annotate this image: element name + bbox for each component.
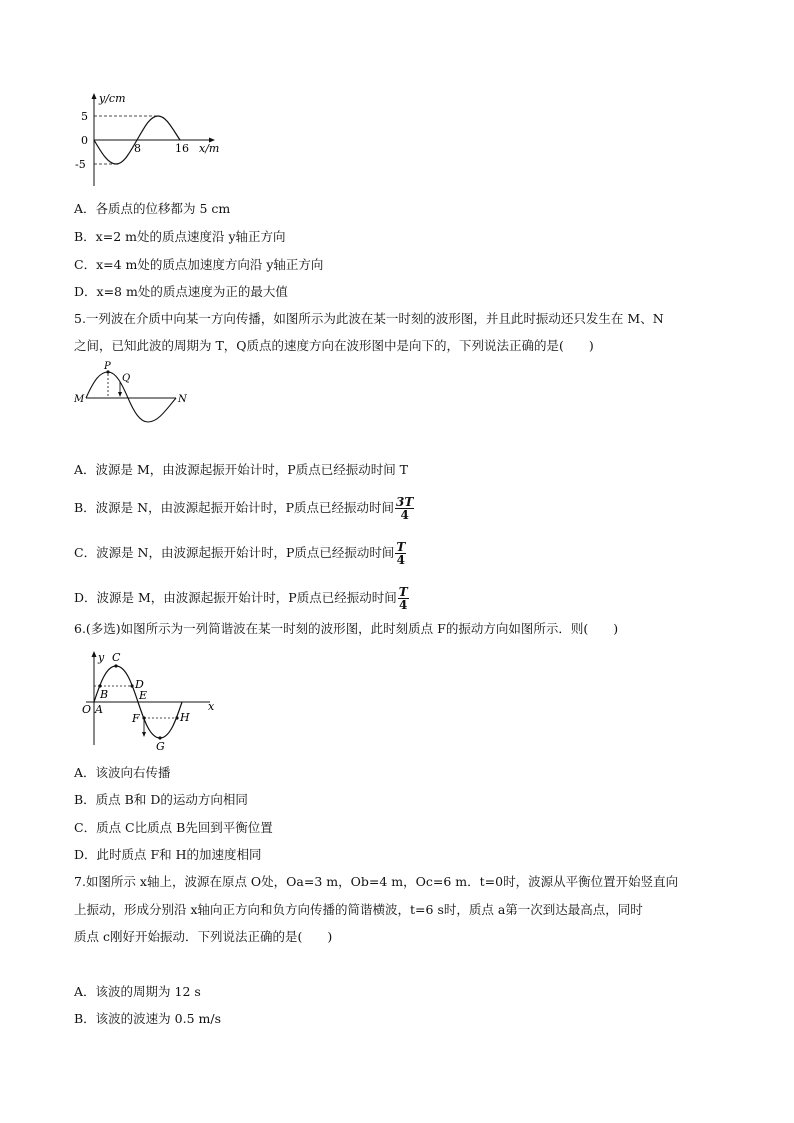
q5-option-c-den: 4 [396, 553, 406, 567]
q5-stem-line2: 之间，已知此波的周期为 T，Q质点的速度方向在波形图中是向下的，下列说法正确的是( ) [74, 338, 594, 353]
q5-option-d-text: D．波源是 M，由波源起振开始计时，P质点已经振动时间 [74, 590, 397, 605]
fig3-label-h: H [180, 711, 190, 724]
q5-option-b-fraction [395, 496, 414, 521]
fig1-y-arrow [92, 93, 97, 99]
fig3-label-e: E [139, 689, 148, 702]
fig3-point-d [130, 684, 133, 687]
q5-option-c-text: C．波源是 N，由波源起振开始计时，P质点已经振动时间 [74, 545, 395, 560]
fig3-label-a: A [95, 703, 103, 716]
fig1-xlabel: x/m [199, 142, 220, 155]
q5-option-d-den: 4 [399, 598, 408, 612]
q7-stem-line1: 7.如图所示 x轴上，波源在原点 O处，Oa=3 m，Ob=4 m，Oc=6 m．t=0时，波源从平衡位置开始竖直向 [74, 874, 679, 889]
fig3-label-b: B [100, 688, 109, 701]
q5-option-b-num: 3T [396, 495, 414, 509]
fig3-f-arrow-head [142, 732, 146, 737]
fig2-label-q: Q [122, 373, 131, 384]
fig1-ylabel: y/cm [99, 92, 126, 105]
q5-option-b [74, 496, 414, 521]
q4-option-c: C．x=4 m处的质点加速度方向沿 y轴正方向 [74, 257, 324, 272]
fig1-ytick-0: 0 [81, 134, 88, 147]
fig2-label-m: M [74, 394, 85, 405]
q7-option-a: A．该波的周期为 12 s [74, 984, 201, 999]
q5-option-c-fraction [395, 541, 406, 566]
q5-option-d-fraction [398, 586, 409, 611]
q4-option-a: A．各质点的位移都为 5 cm [74, 201, 231, 216]
fig1-ytick-neg5: -5 [75, 158, 86, 171]
fig1-ytick-5: 5 [81, 110, 88, 123]
q6-option-d: D．此时质点 F和 H的加速度相同 [74, 847, 262, 862]
fig2-q-arrow-head [118, 392, 122, 397]
q7-stem-line2: 上振动，形成分别沿 x轴向正方向和负方向传播的简谐横波，t=6 s时，质点 a第一次到达最高点，同时 [74, 902, 643, 917]
q5-option-c [74, 541, 406, 566]
q5-option-b-den: 4 [400, 508, 409, 522]
fig3-y-arrow [92, 651, 97, 657]
fig3-point-f [142, 716, 145, 719]
q7-stem-line3: 质点 c刚好开始振动．下列说法正确的是( ) [74, 929, 333, 944]
q5-option-d [74, 586, 409, 611]
fig3-label-x: x [208, 700, 215, 713]
fig2-label-p: P [104, 361, 111, 372]
q4-option-b: B．x=2 m处的质点速度沿 y轴正方向 [74, 229, 286, 244]
q6-option-b: B．质点 B和 D的运动方向相同 [74, 792, 248, 807]
fig3-point-c [114, 664, 117, 667]
fig3-label-d: D [135, 678, 144, 691]
fig2-wave-curve [86, 372, 176, 422]
wave-figure-2 [72, 360, 202, 430]
q5-option-d-num: T [398, 585, 408, 599]
fig1-xtick-8: 8 [134, 142, 141, 155]
fig3-point-h [175, 716, 178, 719]
q5-option-a: A．波源是 M，由波源起振开始计时，P质点已经振动时间 T [74, 462, 409, 477]
q5-option-c-num: T [396, 540, 406, 554]
q6-stem: 6.(多选)如图所示为一列简谐波在某一时刻的波形图，此时刻质点 F的振动方向如图所示．则( ) [74, 621, 619, 636]
fig2-label-n: N [178, 394, 187, 405]
fig3-label-g: G [156, 740, 165, 753]
q5-stem-line1: 5.一列波在介质中向某一方向传播，如图所示为此波在某一时刻的波形图，并且此时振动还只发生在 M、N [74, 311, 664, 326]
fig3-label-o: O [82, 703, 92, 716]
q6-option-c: C．质点 C比质点 B先回到平衡位置 [74, 820, 273, 835]
q7-option-b: B．该波的波速为 0.5 m/s [74, 1011, 221, 1026]
wave-figure-1 [72, 90, 232, 190]
fig3-label-f: F [132, 712, 140, 725]
fig3-label-c: C [112, 651, 121, 664]
q5-option-b-text: B．波源是 N，由波源起振开始计时，P质点已经振动时间 [74, 500, 395, 515]
fig1-xtick-16: 16 [175, 142, 189, 155]
q6-option-a: A．该波向右传播 [74, 765, 171, 780]
fig3-label-y: y [98, 651, 105, 664]
q4-option-d: D．x=8 m处的质点速度为正的最大值 [74, 284, 288, 299]
wave-figure-3 [80, 648, 230, 758]
